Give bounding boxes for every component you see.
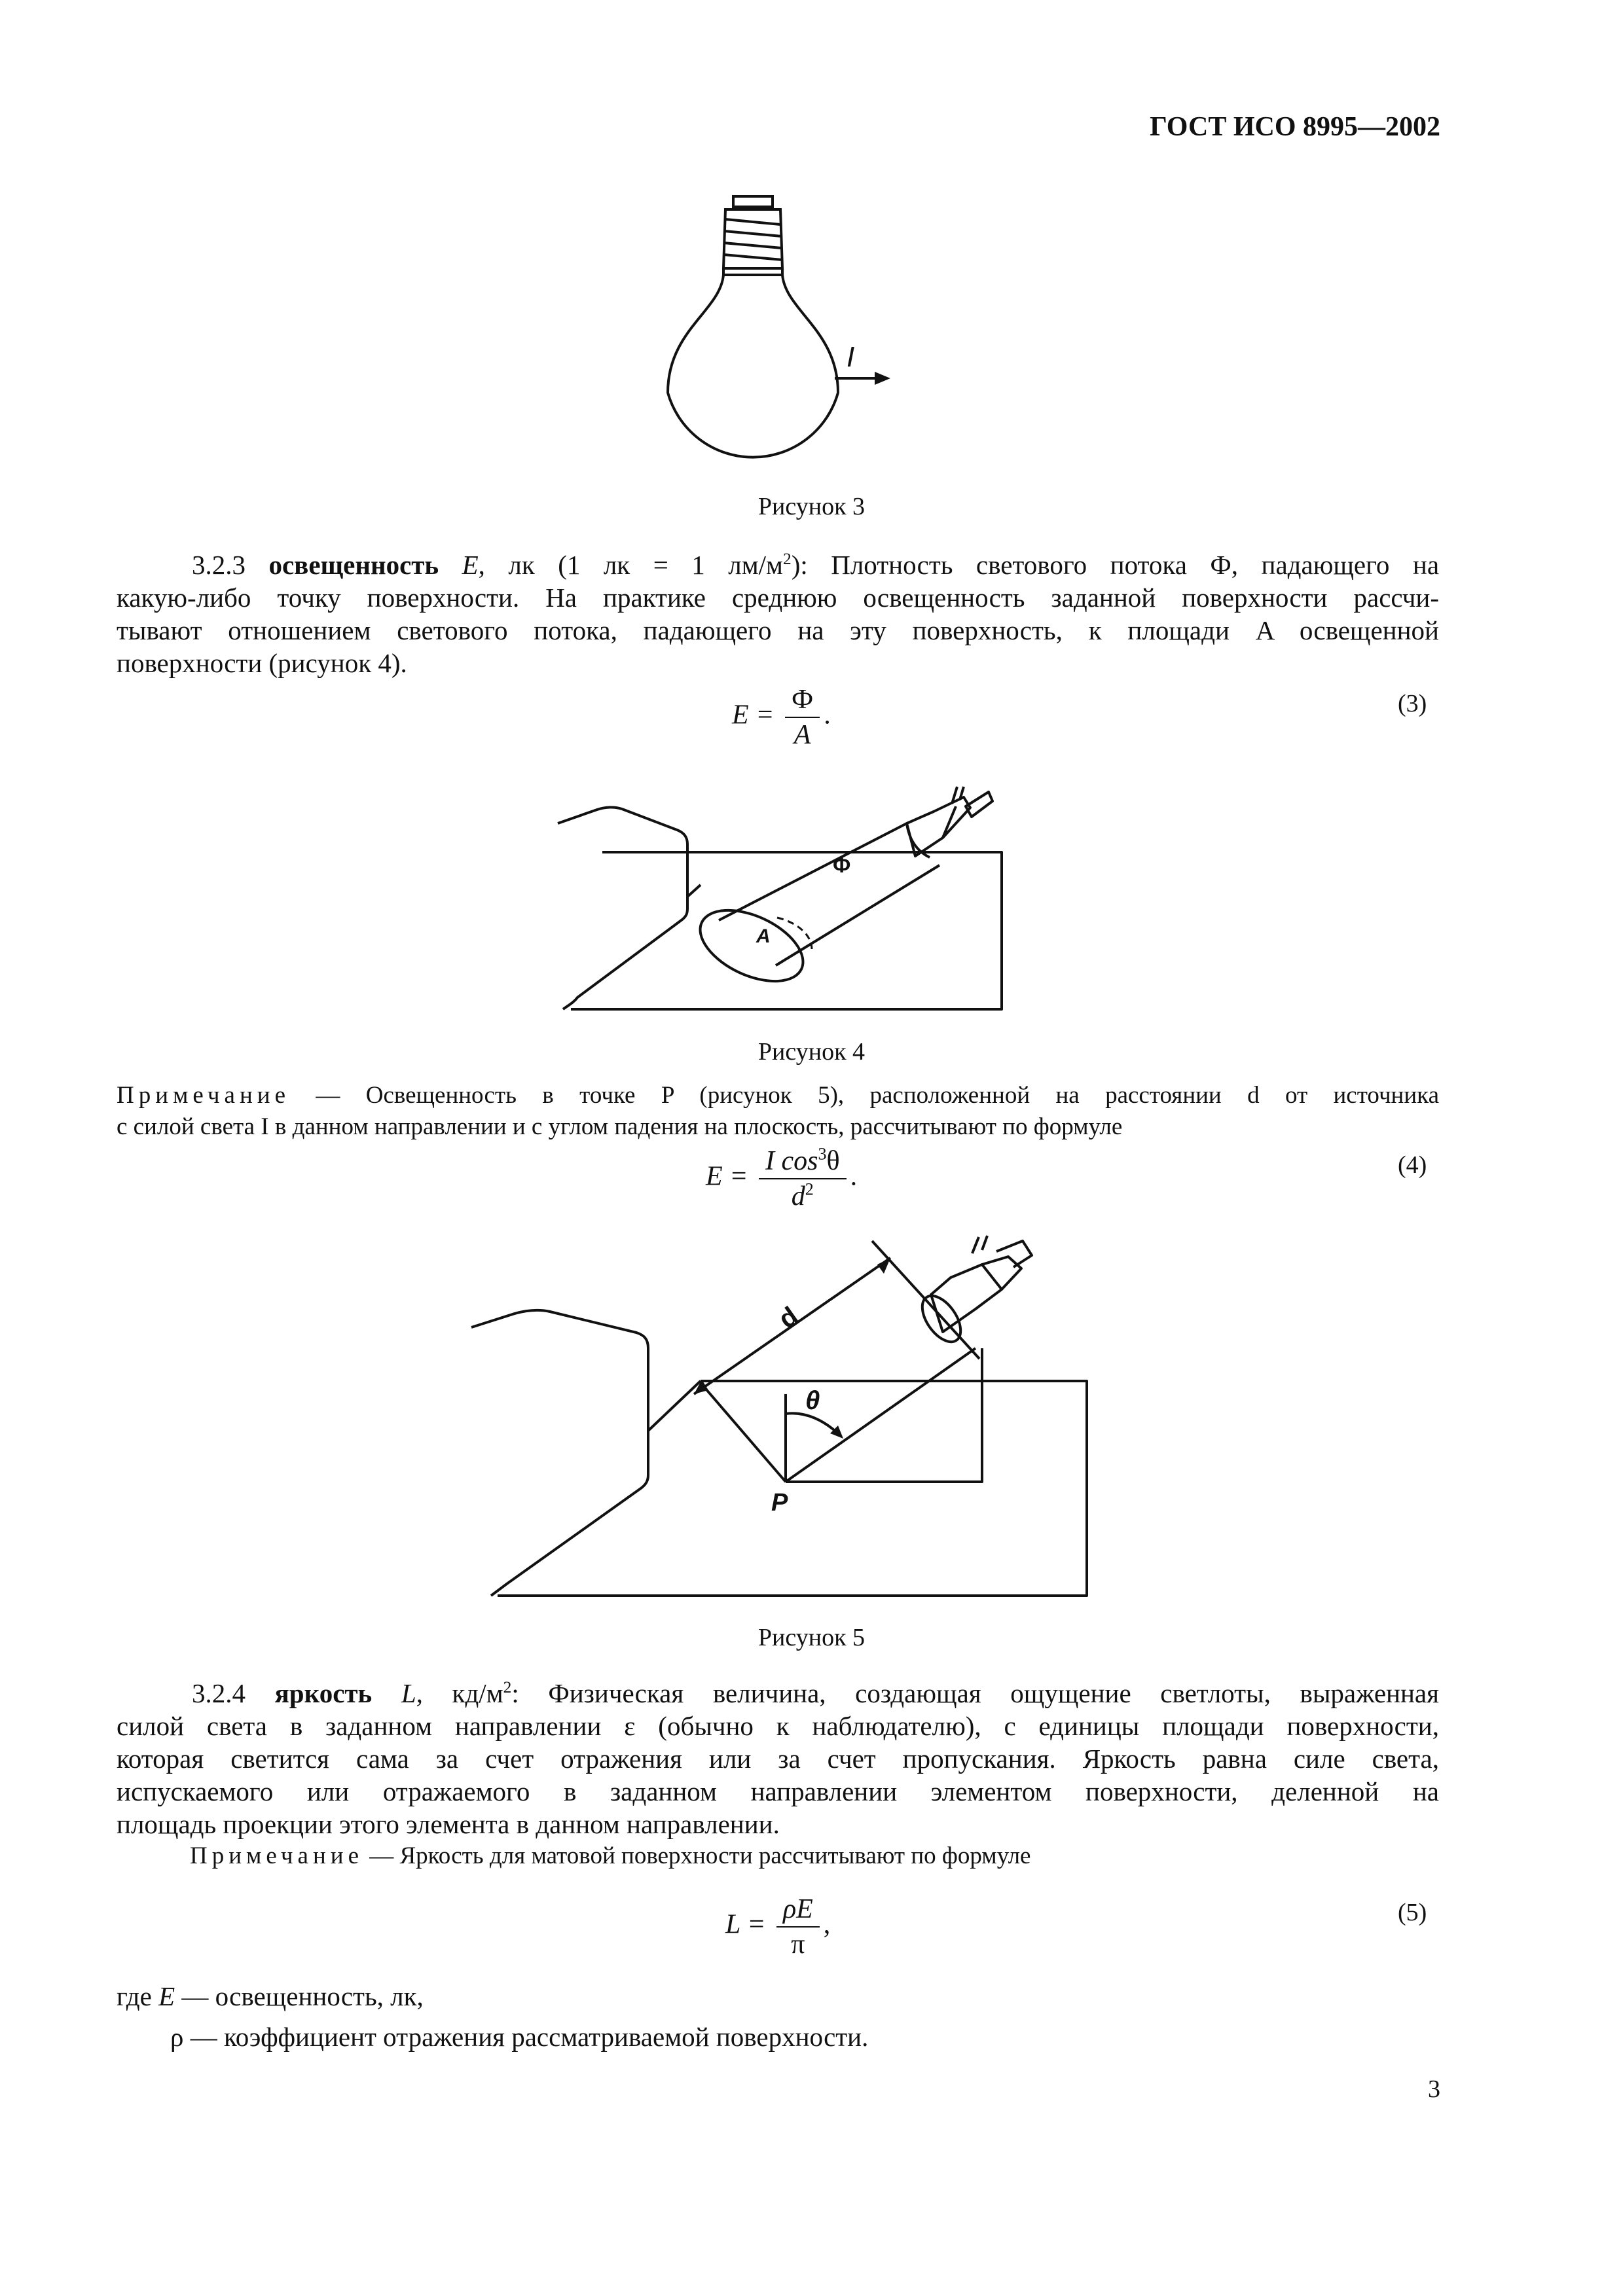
where-clause: где E — освещенность, лк, ρ — коэффициент отражения рассматриваемой поверхности. (117, 1981, 869, 2052)
formula-4: E = $\frac{I \cos^3\theta}{d^2}$ . (706, 1144, 858, 1211)
wedge-object (558, 807, 687, 1009)
paragraph-line: какую-либо точку поверхности. На практике среднюю освещенность заданной поверхности рассчи- (117, 583, 1439, 613)
term-illuminance: освещенность (268, 550, 439, 580)
page-number: 3 (1428, 2075, 1440, 2103)
figure-5-drawing (458, 1217, 1113, 1604)
bulb-contact (733, 196, 773, 207)
flux-label: Ф (833, 853, 851, 877)
figure-5-caption: Рисунок 5 (757, 1624, 866, 1651)
intensity-label: I (847, 341, 855, 373)
light-beam-edge (776, 865, 939, 965)
bulb-glass (668, 275, 838, 457)
paragraph-line: которая светится сама за счет отражения или за счет пропускания. Яркость равна силе света, (117, 1744, 1439, 1774)
illuminated-area (689, 896, 814, 996)
term-luminance: яркость (274, 1678, 373, 1708)
angle-label: θ (805, 1386, 820, 1415)
section-3-2-4: 3.2.4 яркость L, $кд/м^2$: Физическая величина, создающая ощущение светлоты, выраженная силой света в заданном направлении ε (обычно к наблюдателю), с единицы площади поверхности, которая светится сама за счет отражения или за счет пропускания. Яркость равна силе света, испускаемого или отражаемого в заданном направлении элементом поверхности, деленной на площадь проекции этого элемента в данном направлении. (117, 1677, 1439, 1839)
distance-extension (872, 1241, 979, 1359)
document-code: ГОСТ ИСО 8995—2002 (1150, 112, 1440, 142)
paragraph-line: площадь проекции этого элемента в данном направлении. (117, 1809, 780, 1839)
paragraph-line: тывают отношением светового потока, падающего на эту поверхность, к площади A освещенной (117, 615, 1439, 645)
formula-3: E = $\frac{Ф}{A}$ . (732, 685, 831, 750)
formula-3-number: (3) (1398, 690, 1427, 717)
paragraph-line: испускаемого или отражаемого в заданном направлении элементом поверхности, деленной на (117, 1776, 1439, 1806)
paragraph-line: силой света в заданном направлении ε (обычно к наблюдателю), с единицы площади поверхности, (117, 1711, 1439, 1741)
formula-5-number: (5) (1398, 1899, 1427, 1926)
point-label: P (771, 1489, 788, 1516)
figure-4-caption: Рисунок 4 (757, 1038, 866, 1066)
area-label: A (756, 925, 771, 947)
section-3-2-3: 3.2.3 освещенность E, лк (1 лк = 1 $лм/м^2$): Плотность светового потока Ф, падающего на какую-либо точку поверхности. На практике среднюю освещенность заданной поверхности рассчи- тывают отношением светового потока, падающего на эту поверхность, к площади A освещенной поверхности (рисунок 4). (117, 549, 1440, 678)
figure-3-caption: Рисунок 3 (757, 493, 866, 520)
figure-4-drawing (537, 740, 1021, 1021)
section-number: 3.2.3 (192, 550, 246, 580)
light-ray (786, 1348, 976, 1482)
bulb-thread (723, 219, 782, 260)
section-number: 3.2.4 (192, 1678, 246, 1708)
note-illuminance-point: Примечание — Освещенность в точке P (рисунок 5), расположенной на расстоянии d от источника с силой света I в данном направлении и с углом падения на плоскость, рассчитывают по формуле (117, 1082, 1439, 1140)
wedge-object (471, 1310, 648, 1596)
note-luminance-matte: Примечание — Яркость для матовой поверхности рассчитывают по формуле (190, 1842, 1031, 1869)
formula-5: L = $\frac{\rho E}{\pi}$ , (725, 1894, 831, 1960)
dimension-line (706, 1389, 786, 1482)
light-beam-edge (719, 823, 907, 920)
note-label: Примечание (117, 1082, 290, 1109)
note-label: Примечание (190, 1842, 363, 1869)
paragraph-line: поверхности (рисунок 4). (117, 648, 407, 678)
distance-label: d (773, 1301, 803, 1335)
figure-3-bulb-drawing (648, 183, 923, 504)
flashlight-tail (966, 792, 993, 817)
surface-plane (571, 852, 1002, 1009)
formula-4-number: (4) (1398, 1151, 1427, 1179)
